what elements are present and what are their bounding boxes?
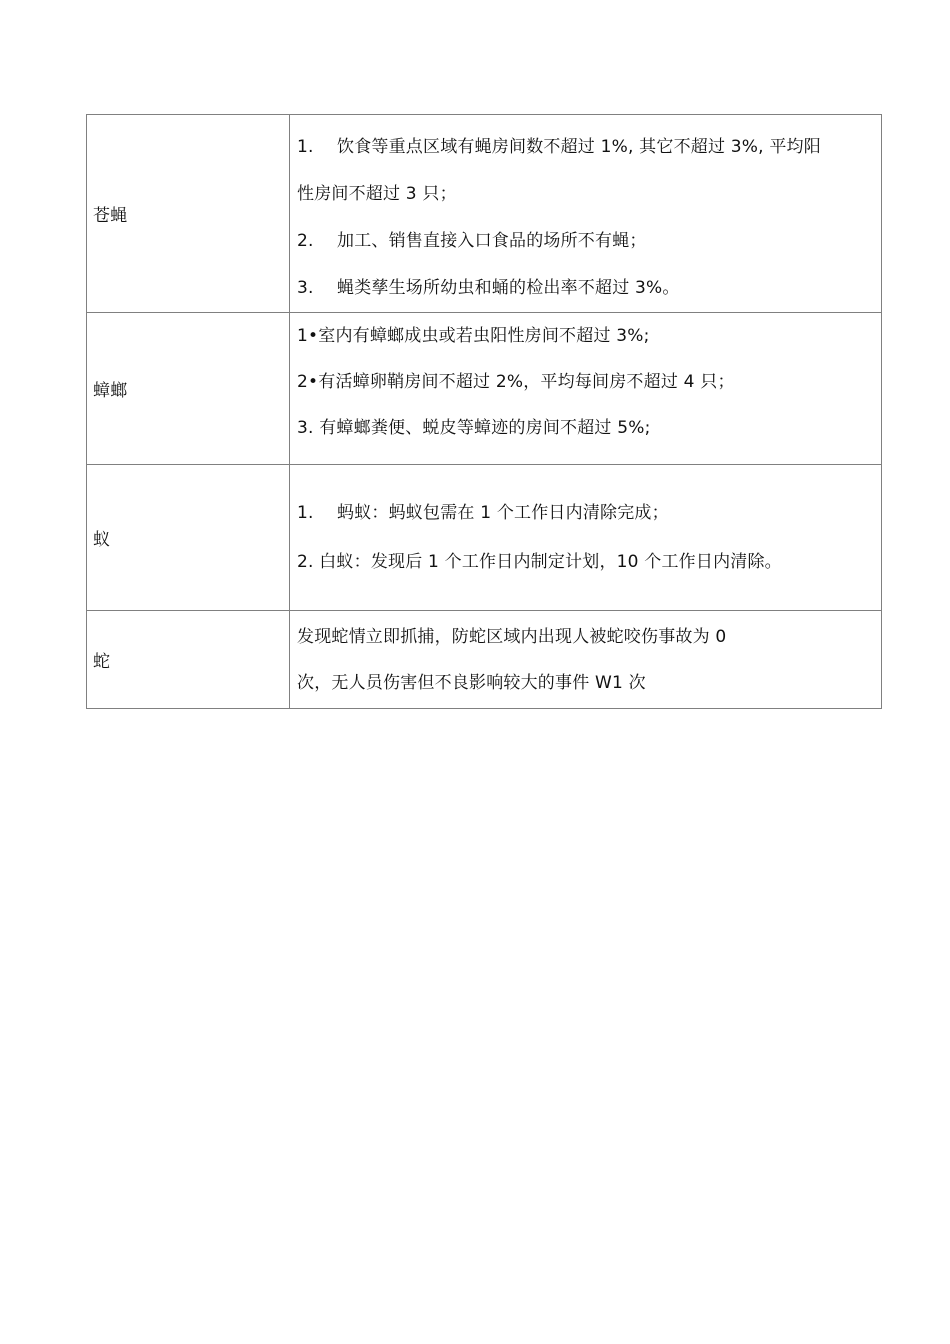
requirement-text: 2. 白蚁：发现后 1 个工作日内制定计划，10 个工作日内清除。 xyxy=(297,551,782,572)
table-row-fly xyxy=(87,115,882,313)
requirement-list xyxy=(297,489,875,587)
requirement-line xyxy=(297,614,875,660)
requirement-text: 性房间不超过 3 只； xyxy=(297,184,457,204)
requirement-text: 3. 有蟑螂粪便、蜕皮等蟑迹的房间不超过 5%; xyxy=(297,418,651,438)
requirement-text: 饮食等重点区域有蝇房间数不超过 1%, 其它不超过 3%, 平均阳 xyxy=(337,137,821,157)
requirement-line xyxy=(297,218,875,265)
pest-control-standards-table xyxy=(86,114,882,709)
requirement-line xyxy=(297,405,875,451)
table-row-snake xyxy=(87,611,882,709)
requirement-line xyxy=(297,489,875,538)
item-number: 1. xyxy=(297,502,314,523)
requirement-line xyxy=(297,265,875,312)
pest-name-cell xyxy=(87,115,290,313)
requirement-line xyxy=(297,171,875,218)
pest-name-cell xyxy=(87,611,290,709)
requirement-text: 1•室内有蟑螂成虫或若虫阳性房间不超过 3%; xyxy=(297,326,650,346)
requirement-line xyxy=(297,538,875,587)
requirement-line xyxy=(297,660,875,706)
requirement-cell xyxy=(290,313,882,465)
pest-name-cell xyxy=(87,313,290,465)
item-number: 3. xyxy=(297,278,314,298)
item-number: 1. xyxy=(297,137,314,157)
item-number: 2. xyxy=(297,231,314,251)
pest-name: 蟑螂 xyxy=(93,381,128,401)
requirement-line xyxy=(297,359,875,405)
requirement-line xyxy=(297,124,875,171)
requirement-text: 2•有活蟑卵鞘房间不超过 2%，平均每间房不超过 4 只； xyxy=(297,372,735,392)
requirement-list xyxy=(297,115,875,312)
requirement-text: 发现蛇情立即抓捕，防蛇区域内出现人被蛇咬伤事故为 0 xyxy=(297,626,727,647)
requirement-cell xyxy=(290,465,882,611)
table-row-ant xyxy=(87,465,882,611)
pest-name: 蚁 xyxy=(93,530,111,550)
requirement-text: 加工、销售直接入口食品的场所不有蝇； xyxy=(337,231,647,251)
pest-name: 蛇 xyxy=(93,652,111,672)
requirement-text: 蚂蚁：蚂蚁包需在 1 个工作日内清除完成； xyxy=(337,502,669,523)
requirement-text: 蝇类孳生场所幼虫和蛹的检出率不超过 3%。 xyxy=(337,278,680,298)
requirement-cell xyxy=(290,115,882,313)
requirement-cell xyxy=(290,611,882,709)
table-row-cockroach xyxy=(87,313,882,465)
requirement-line xyxy=(297,313,875,359)
requirement-text: 次，无人员伤害但不良影响较大的事件 W1 次 xyxy=(297,672,646,693)
pest-name-cell xyxy=(87,465,290,611)
requirement-list xyxy=(297,614,875,706)
pest-name: 苍蝇 xyxy=(93,206,128,226)
requirement-list xyxy=(297,313,875,464)
